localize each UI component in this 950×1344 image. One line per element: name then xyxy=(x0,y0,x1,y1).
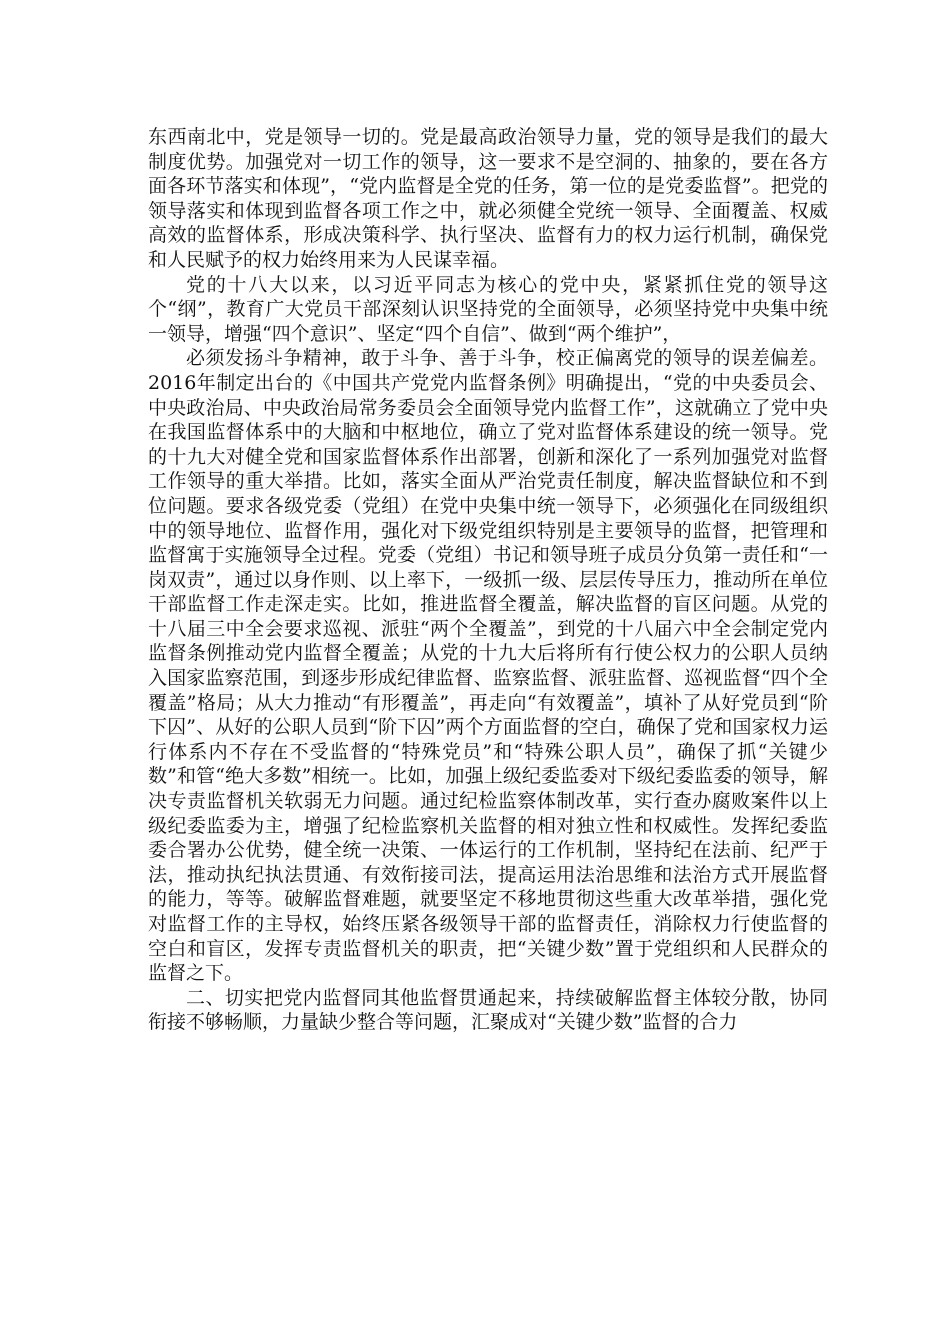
paragraph-3: 必须发扬斗争精神，敢于斗争、善于斗争，校正偏离党的领导的误差偏差。2016年制定出台的《中国共产党党内监督条例》明确提出，“党的中央委员会、中央政治局、中央政治局常务委员会全面领导党内监督工作”，这就确立了党中央在我国监督体系中的大脑和中枢地位，确立了党对监督体系建设的统一领导。党的十九大对健全党和国家监督体系作出部署，创新和深化了一系列加强党对监督工作领导的重大举措。比如，落实全面从严治党责任制度，解决监督缺位和不到位问题。要求各级党委（党组）在党中央集中统一领导下，必须强化在同级组织中的领导地位、监督作用，强化对下级党组织特别是主要领导的监督，把管理和监督寓于实施领导全过程。党委（党组）书记和领导班子成员分负第一责任和“一岗双责”，通过以身作则、以上率下，一级抓一级、层层传导压力，推动所在单位干部监督工作走深走实。比如，推进监督全覆盖，解决监督的盲区问题。从党的十八届三中全会要求巡视、派驻“两个全覆盖”，到党的十八届六中全会制定党内监督条例推动党内监督全覆盖；从党的十九大后将所有行使公权力的公职人员纳入国家监察范围，到逐步形成纪律监督、监察监督、派驻监督、巡视监督“四个全覆盖”格局；从大力推动“有形覆盖”，再走向“有效覆盖”，填补了从好党员到“阶下囚”、从好的公职人员到“阶下囚”两个方面监督的空白，确保了党和国家权力运行体系内不存在不受监督的“特殊党员”和“特殊公职人员”，确保了抓“关键少数”和管“绝大多数”相统一。比如，加强上级纪委监委对下级纪委监委的领导，解决专责监督机关软弱无力问题。通过纪检监察体制改革，实行查办腐败案件以上级纪委监委为主，增强了纪检监察机关监督的相对独立性和权威性。发挥纪委监委合署办公优势，健全统一决策、一体运行的工作机制，坚持纪在法前、纪严于法，推动执纪执法贯通、有效衔接司法，提高运用法治思维和法治方式开展监督的能力，等等。破解监督难题，就要坚定不移地贯彻这些重大改革举措，强化党对监督工作的主导权，始终压紧各级领导干部的监督责任，消除权力行使监督的空白和盲区，发挥专责监督机关的职责，把“关键少数”置于党组织和人民群众的监督之下。 xyxy=(148,347,828,985)
paragraph-2: 党的十八大以来，以习近平同志为核心的党中央，紧紧抓住党的领导这个“纲”，教育广大党员干部深刻认识坚持党的全面领导，必须坚持党中央集中统一领导，增强“四个意识”、坚定“四个自信”、做到“两个维护”， xyxy=(148,273,828,345)
paragraph-1: 东西南北中，党是领导一切的。党是最高政治领导力量，党的领导是我们的最大制度优势。加强党对一切工作的领导，这一要求不是空洞的、抽象的，要在各方面各环节落实和体现”，“党内监督是全党的任务，第一位的是党委监督”。把党的领导落实和体现到监督各项工作之中，就必须健全党统一领导、全面覆盖、权威高效的监督体系，形成决策科学、执行坚决、监督有力的权力运行机制，确保党和人民赋予的权力始终用来为人民谋幸福。 xyxy=(148,126,828,271)
paragraph-4-heading: 二、切实把党内监督同其他监督贯通起来，持续破解监督主体较分散，协同衔接不够畅顺，力量缺少整合等问题，汇聚成对“关键少数”监督的合力 xyxy=(148,986,828,1034)
document-body xyxy=(148,125,828,1035)
